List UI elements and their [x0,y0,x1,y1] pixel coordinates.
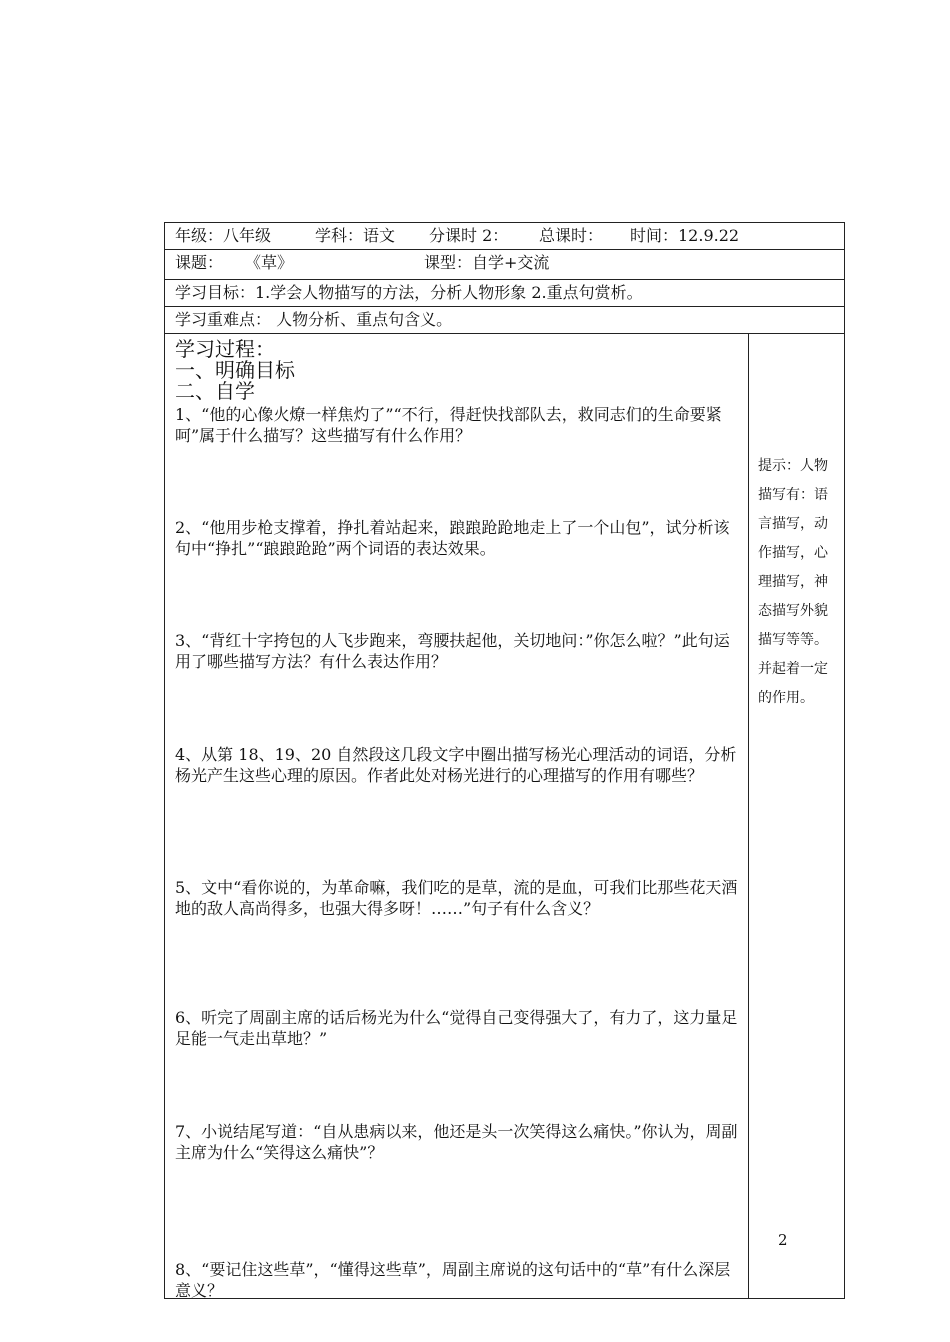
process-section [165,334,844,1298]
question-5: 5、文中“看你说的，为革命嘛，我们吃的是草，流的是血，可我们比那些花天酒地的敌人高尚得多，也强大得多呀！……”句子有什么含义？ [175,878,738,918]
lesson-plan-table [164,222,845,1299]
question-4: 4、从第 18、19、20 自然段这几段文字中圈出描写杨光心理活动的词语，分析杨光产生这些心理的原因。作者此处对杨光进行的心理描写的作用有哪些？ [175,745,737,785]
step-two-heading: 二、自学 [175,379,255,403]
topic-label: 课题： [175,253,224,272]
question-8: 8、“要记住这些草”，“懂得这些草”，周副主席说的这句话中的“草”有什么深层意义？ [175,1260,731,1300]
total-periods-field: 总课时： [539,226,604,245]
question-2: 2、“他用步枪支撑着，挣扎着站起来，踉踉跄跄地走上了一个山包”，试分析该句中“挣扎”“踉踉跄跄”两个词语的表达效果。 [175,518,730,558]
subject-field: 学科：语文 [315,226,396,245]
step-one-heading: 一、明确目标 [175,358,295,382]
question-1: 1、“他的心像火燎一样焦灼了”“不行，得赶快找部队去，救同志们的生命要紧呵”属于什么描写？这些描写有什么作用？ [175,405,722,445]
objectives-text: 学习目标：1.学会人物描写的方法，分析人物形象 2.重点句赏析。 [175,283,643,302]
date-field: 时间：12.9.22 [630,226,740,245]
key-points-text: 学习重难点： 人物分析、重点句含义。 [175,310,453,329]
side-note-column [748,334,844,1298]
process-title: 学习过程： [175,337,275,361]
side-note: 提示：人物描写有：语言描写，动作描写，心理描写，神态描写外貌描写等等。并起着一定的作用。 [758,458,828,706]
question-7: 7、小说结尾写道：“自从患病以来，他还是头一次笑得这么痛快。”你认为，周副主席为什么“笑得这么痛快”？ [175,1122,738,1162]
topic-row [165,250,844,280]
page-number: 2 [778,1231,788,1249]
question-3: 3、“背红十字挎包的人飞步跑来，弯腰扶起他，关切地问：”你怎么啦？”此句运用了哪些描写方法？有什么表达作用？ [175,631,730,671]
lesson-type: 课型：自学+交流 [424,253,550,272]
topic-title: 《草》 [245,253,294,272]
process-main-column [165,334,749,1298]
key-points-row [165,307,844,334]
header-row [165,223,844,250]
question-6: 6、听完了周副主席的话后杨光为什么“觉得自己变得强大了，有力了，这力量足足能一气走出草地？” [175,1008,738,1048]
objectives-row [165,280,844,307]
lesson-period-field: 分课时 2： [429,226,509,245]
grade-field: 年级：八年级 [175,226,272,245]
